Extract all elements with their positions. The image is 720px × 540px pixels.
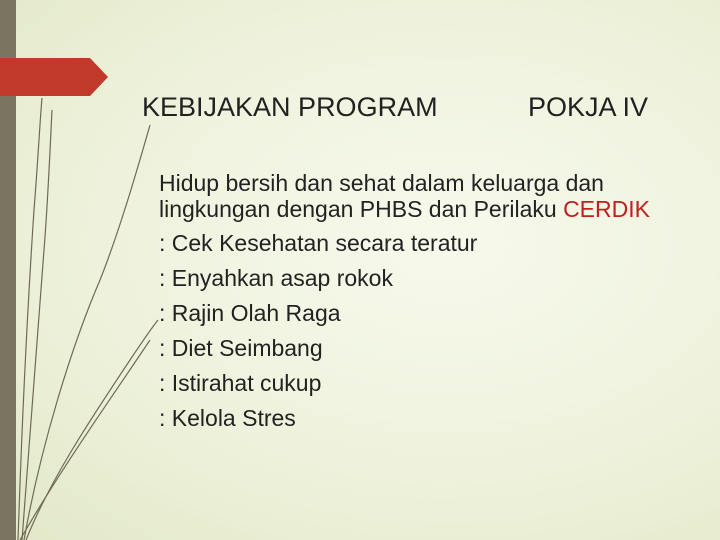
slide-title bbox=[142, 92, 702, 132]
list-item: : Diet Seimbang bbox=[159, 335, 323, 361]
intro-paragraph bbox=[159, 170, 689, 222]
accent-tab bbox=[0, 58, 108, 96]
title-part-1: KEBIJAKAN PROGRAM bbox=[142, 92, 438, 122]
list-item: : Istirahat cukup bbox=[159, 370, 322, 396]
intro-text: Hidup bersih dan sehat dalam keluarga dan lingkungan dengan PHBS dan Perilaku bbox=[159, 170, 604, 222]
list-item: : Cek Kesehatan secara teratur bbox=[159, 230, 478, 256]
title-part-2: POKJA IV bbox=[528, 92, 649, 122]
list-item: : Rajin Olah Raga bbox=[159, 300, 341, 326]
cerdik-highlight: CERDIK bbox=[563, 196, 650, 222]
list-item: : Enyahkan asap rokok bbox=[159, 265, 393, 291]
slide-content bbox=[159, 170, 689, 436]
cerdik-list bbox=[159, 226, 689, 436]
list-item: : Kelola Stres bbox=[159, 405, 296, 431]
